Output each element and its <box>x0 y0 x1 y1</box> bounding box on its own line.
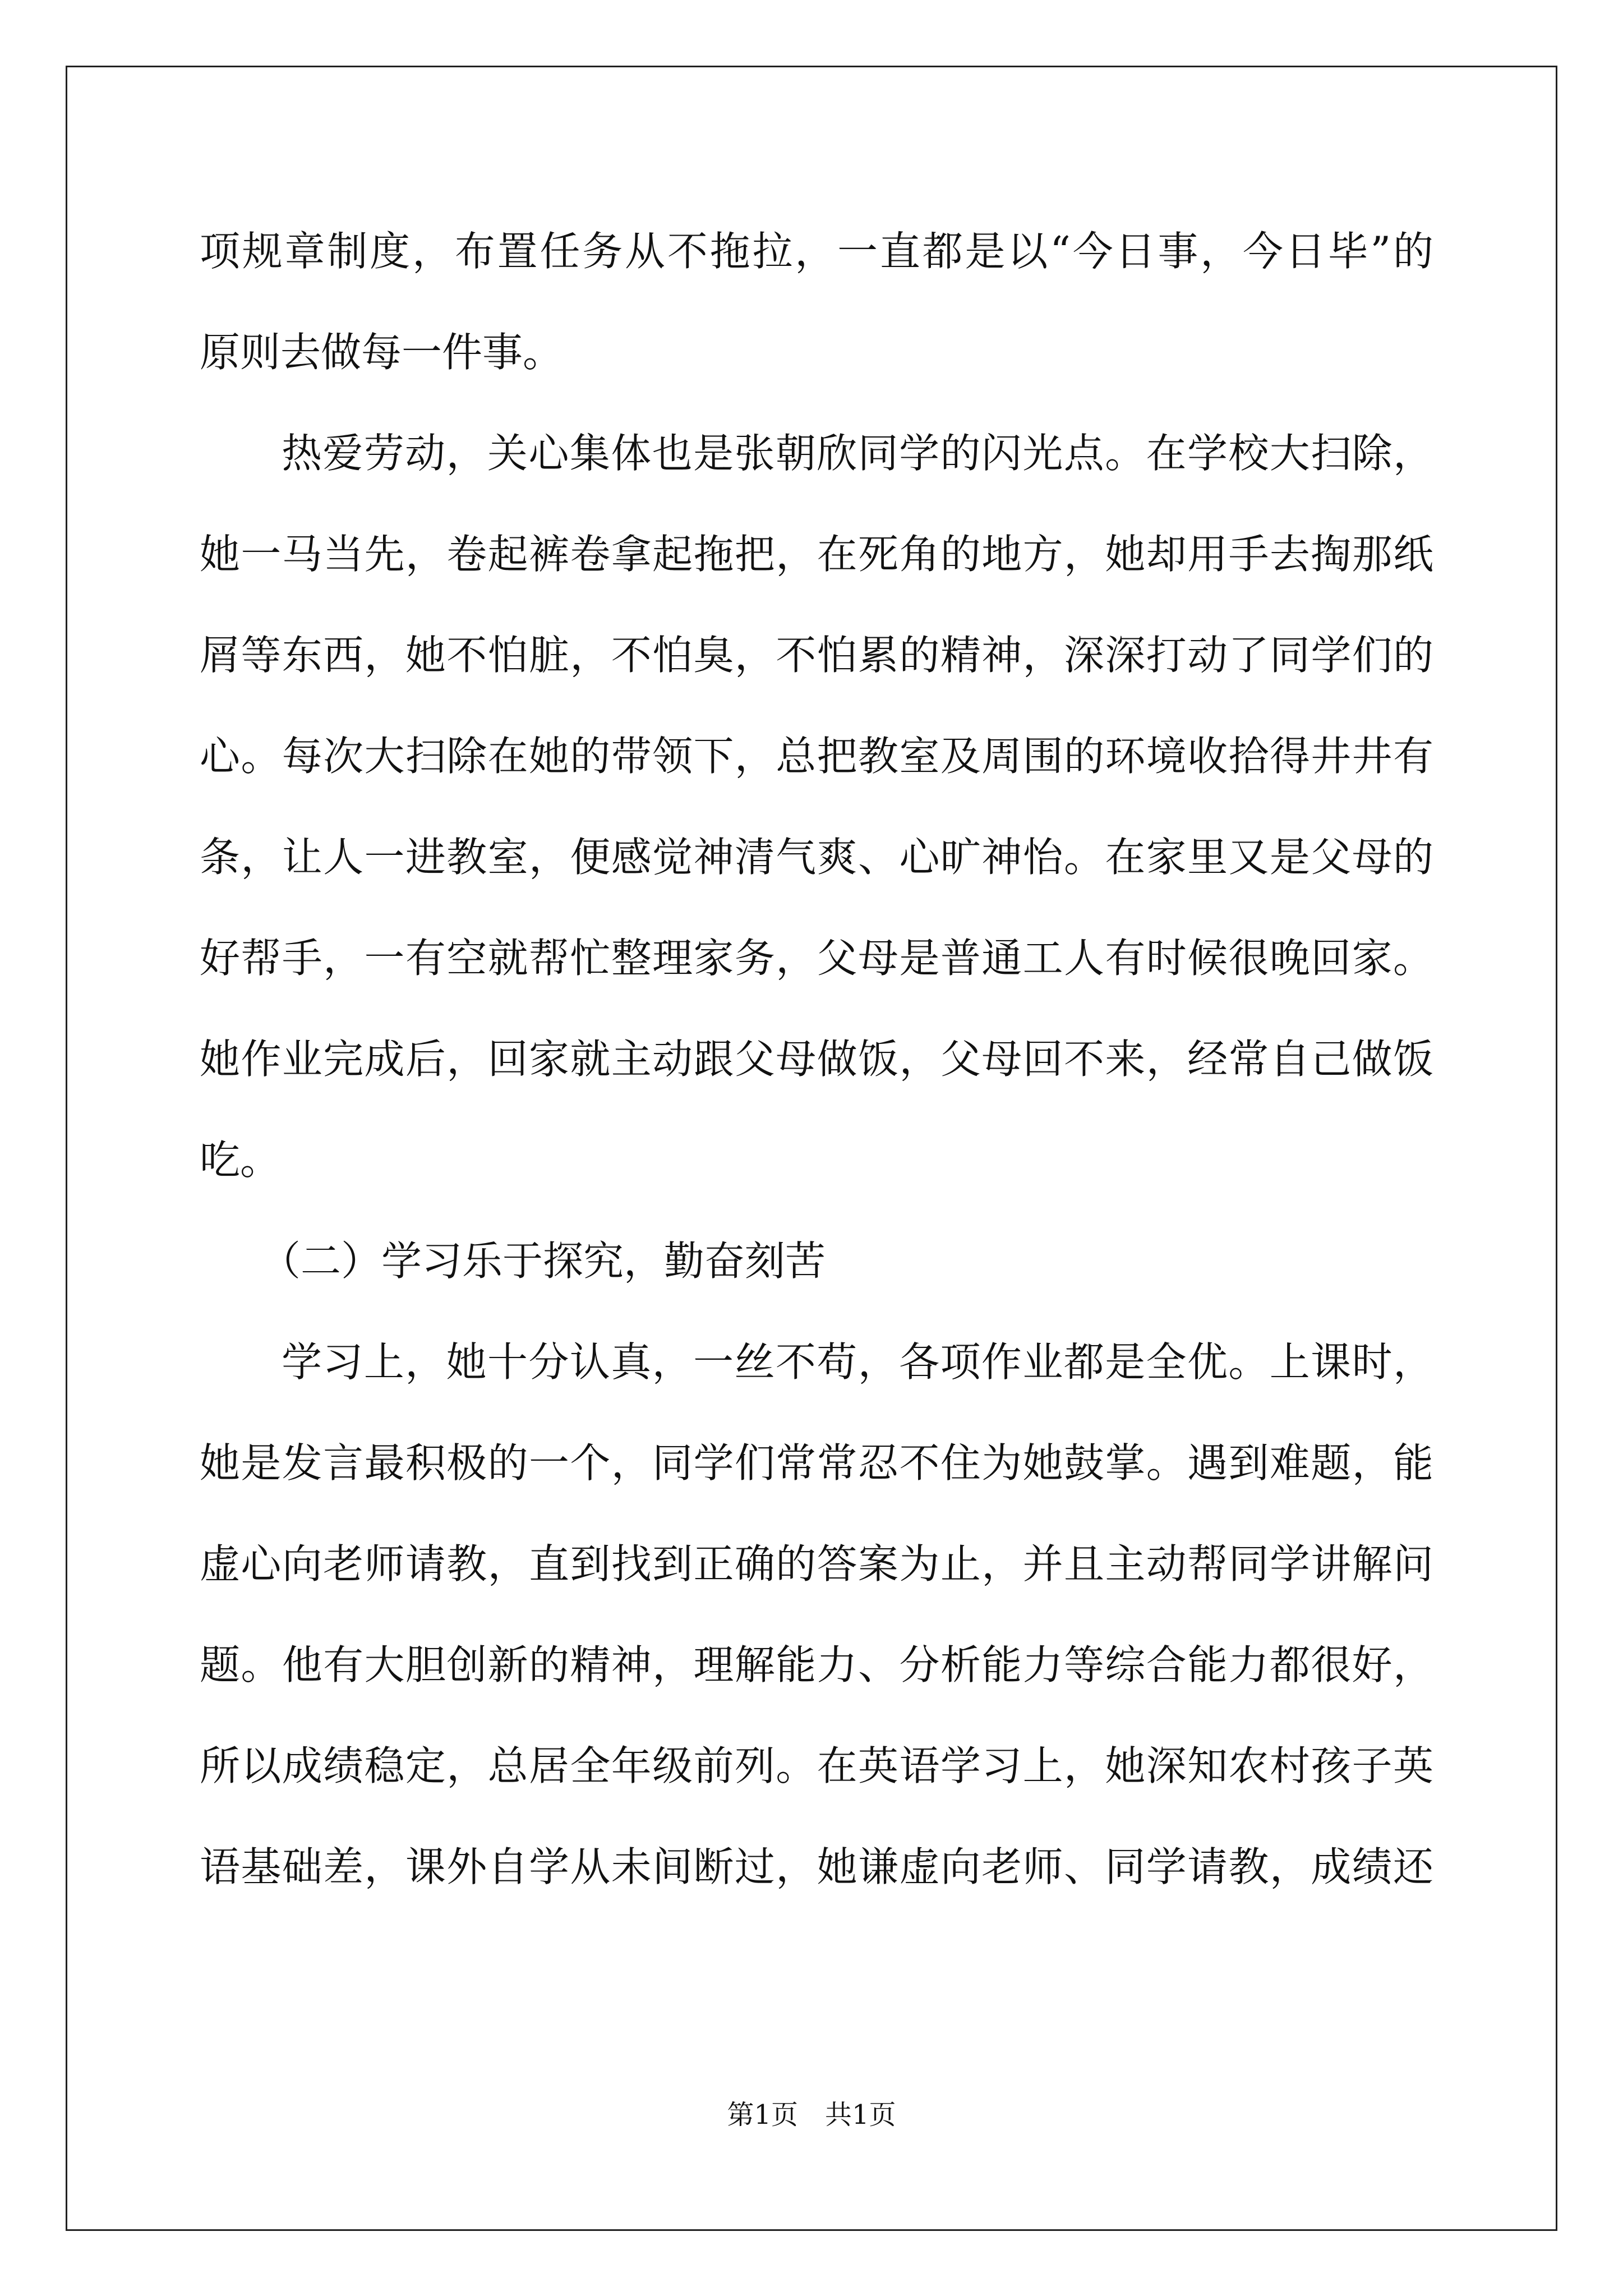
text-line: 题。他有大胆创新的精神，理解能力、分析能力等综合能力都很好， <box>200 1641 1433 1688</box>
document-body <box>200 201 1433 1917</box>
text-line: 原则去做每一件事。 <box>200 329 564 376</box>
text-line: 好帮手，一有空就帮忙整理家务，父母是普通工人有时候很晚回家。 <box>200 935 1433 982</box>
page-number-footer: 第1页 共1页 <box>727 2099 896 2131</box>
text-line: 条，让人一进教室，便感觉神清气爽、心旷神怡。在家里又是父母的 <box>200 834 1433 881</box>
section-heading: （二）学习乐于探究，勤奋刻苦 <box>260 1237 826 1285</box>
text-line: 所以成绩稳定，总居全年级前列。在英语学习上，她深知农村孩子英 <box>200 1742 1433 1789</box>
text-line: 语基础差，课外自学从未间断过，她谦虚向老师、同学请教，成绩还 <box>200 1843 1433 1890</box>
text-line: 心。每次大扫除在她的带领下，总把教室及周围的环境收拾得井井有 <box>200 733 1433 780</box>
text-line: 虚心向老师请教，直到找到正确的答案为止，并且主动帮同学讲解问 <box>200 1540 1433 1588</box>
paragraph-first-line: 学习上，她十分认真，一丝不苟，各项作业都是全优。上课时， <box>282 1338 1433 1386</box>
text-line: 屑等东西，她不怕脏，不怕臭，不怕累的精神，深深打动了同学们的 <box>200 632 1433 679</box>
text-line: 她作业完成后，回家就主动跟父母做饭，父母回不来，经常自己做饭 <box>200 1036 1433 1083</box>
text-line: 她一马当先，卷起裤卷拿起拖把，在死角的地方，她却用手去掏那纸 <box>200 531 1433 578</box>
paragraph-first-line: 热爱劳动，关心集体也是张朝欣同学的闪光点。在学校大扫除， <box>282 430 1433 477</box>
text-line: 吃。 <box>200 1137 281 1184</box>
text-line: 项规章制度，布置任务从不拖拉，一直都是以“今日事，今日毕”的 <box>200 228 1433 275</box>
text-line: 她是发言最积极的一个，同学们常常忍不住为她鼓掌。遇到难题，能 <box>200 1439 1433 1487</box>
